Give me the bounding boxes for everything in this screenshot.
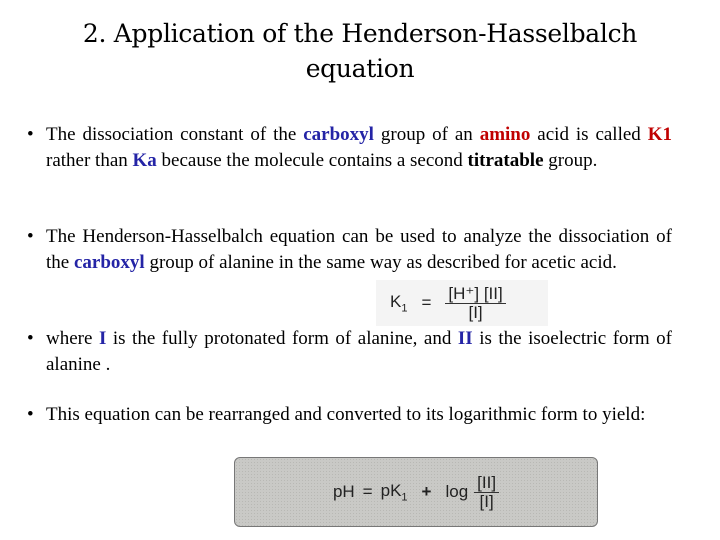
bullet-text: is the fully protonated form of alanine, and	[106, 328, 458, 349]
title-line-2: equation	[305, 54, 415, 83]
k1-equation	[376, 280, 548, 326]
bullet-text: This equation can be rearranged and converted to its logarithmic form to yield:	[46, 404, 646, 425]
highlighted-term: carboxyl	[73, 252, 145, 273]
log-equation-box	[234, 457, 598, 527]
bullet-text: The Henderson-Hasselbalch equation can be used to analyze the dissociation of the	[46, 226, 672, 273]
bullet-text: group of an	[373, 124, 480, 145]
highlighted-term: carboxyl	[303, 124, 374, 145]
bullet-marker: •	[27, 226, 34, 247]
highlighted-term: II	[457, 328, 473, 349]
bullet-text: The dissociation constant of the	[46, 124, 304, 145]
eq1-equals: =	[421, 293, 432, 312]
highlighted-term: amino	[479, 124, 531, 145]
bullet-marker: •	[27, 404, 34, 425]
bullet-marker: •	[27, 124, 34, 145]
eq2-denominator: [I]	[479, 491, 494, 511]
eq2-log: log	[445, 482, 469, 501]
slide-title	[40, 16, 680, 86]
highlighted-term: titratable	[467, 150, 544, 171]
eq2-pk: pK	[380, 480, 402, 500]
highlighted-term: I	[98, 328, 107, 349]
bullet-text: group of alanine in the same way as described for acetic acid.	[144, 252, 617, 273]
eq2-lhs: pH	[332, 482, 355, 501]
bullet-text: where	[46, 328, 99, 349]
eq1-k-sub: 1	[401, 302, 408, 315]
bullet-marker: •	[27, 328, 34, 349]
title-line-1: 2. Application of the Henderson-Hasselbalch	[82, 19, 638, 48]
eq2-numerator: [II]	[474, 474, 499, 493]
eq2-pk-sub: 1	[401, 491, 408, 504]
eq2-plus: +	[421, 482, 432, 501]
bullet-forms-definition	[27, 326, 672, 378]
eq1-numerator: [H⁺] [II]	[445, 285, 505, 304]
eq2-equals: =	[362, 482, 373, 501]
bullet-text: rather than	[46, 150, 133, 171]
bullet-henderson-use	[27, 224, 672, 276]
eq1-k: K	[390, 291, 402, 311]
eq1-fraction	[445, 285, 505, 322]
bullet-text: because the molecule contains a second	[156, 150, 468, 171]
eq2-term	[381, 481, 408, 503]
eq1-denominator: [I]	[468, 302, 483, 322]
eq1-lhs	[390, 292, 407, 314]
bullet-text: is the isoelectric form of alanine .	[46, 328, 672, 375]
eq2-fraction	[474, 474, 499, 511]
highlighted-term: K1	[647, 124, 672, 145]
highlighted-term: Ka	[132, 150, 157, 171]
bullet-k1-definition	[27, 122, 672, 174]
bullet-rearrange	[27, 402, 672, 428]
bullet-text: group.	[543, 150, 598, 171]
bullet-text: acid is called	[530, 124, 648, 145]
